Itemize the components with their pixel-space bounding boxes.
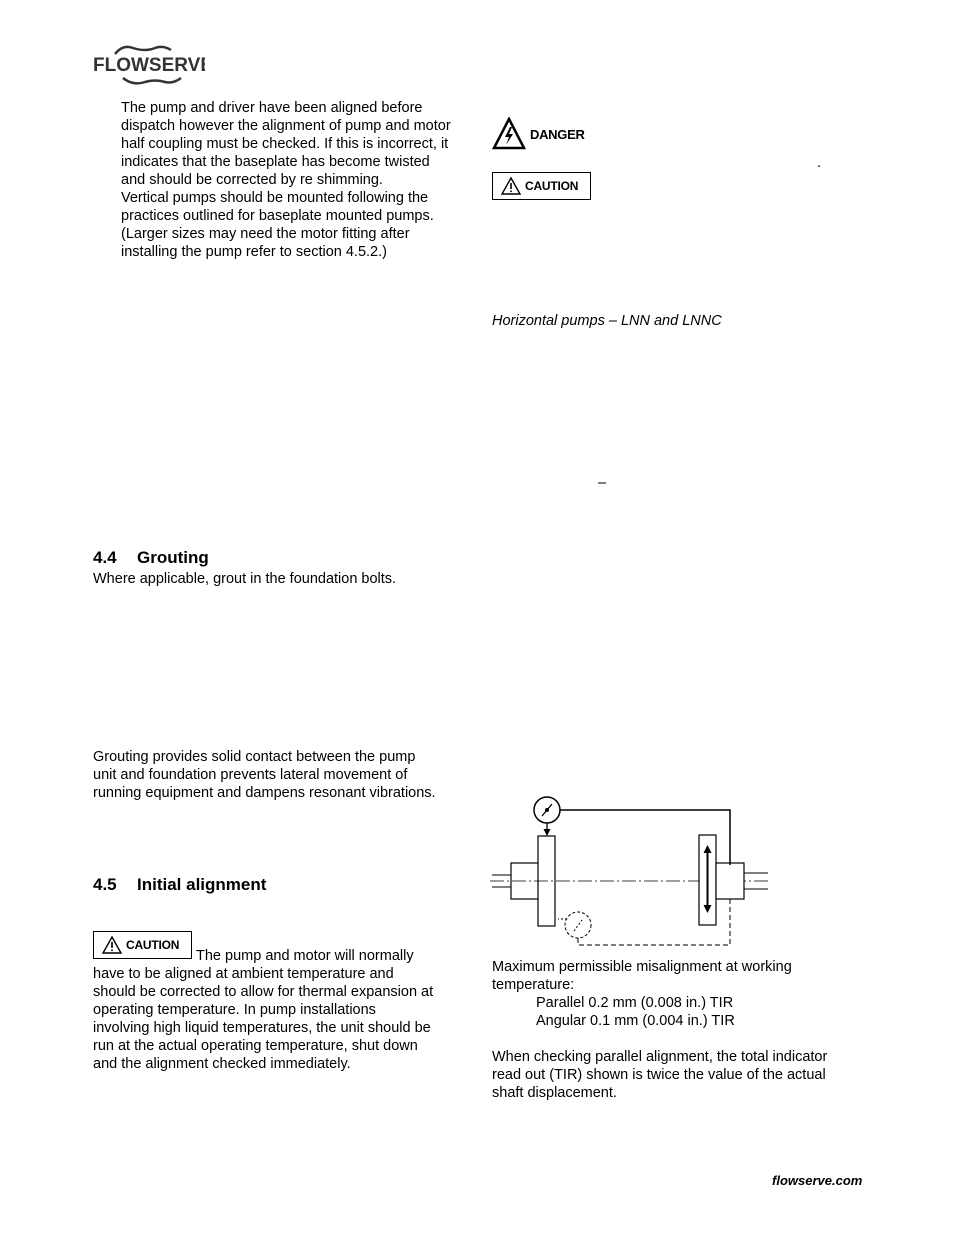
intro-line: and should be corrected by re shimming. bbox=[121, 172, 383, 188]
danger-badge bbox=[492, 117, 585, 151]
angular-tolerance: Angular 0.1 mm (0.004 in.) TIR bbox=[536, 1013, 735, 1029]
alignment-para-line: run at the actual operating temperature, shut down bbox=[93, 1038, 418, 1054]
intro-line: practices outlined for baseplate mounted pumps. bbox=[121, 208, 434, 224]
intro-line: half coupling must be checked. If this is incorrect, it bbox=[121, 136, 449, 152]
tir-line: shaft displacement. bbox=[492, 1085, 617, 1101]
intro-line: The pump and driver have been aligned before bbox=[121, 100, 423, 116]
tir-paragraph bbox=[492, 1048, 872, 1102]
caution-label: CAUTION bbox=[126, 938, 180, 952]
alignment-para-line: involving high liquid temperatures, the unit should be bbox=[93, 1020, 431, 1036]
flowserve-logo-icon bbox=[93, 44, 205, 86]
alignment-para-line: should be corrected to allow for thermal expansion at bbox=[93, 984, 434, 1000]
intro-line: installing the pump refer to section 4.5.2.) bbox=[121, 244, 387, 260]
grouting-line: Where applicable, grout in the foundation bolts. bbox=[93, 571, 397, 587]
tir-line: read out (TIR) shown is twice the value of the actual bbox=[492, 1067, 826, 1083]
alignment-para-line: and the alignment checked immediately. bbox=[93, 1056, 351, 1072]
section-number: 4.5 bbox=[93, 875, 117, 894]
danger-label: DANGER bbox=[530, 126, 585, 142]
stray-dash: – bbox=[598, 475, 607, 491]
grouting-para-line: running equipment and dampens resonant vibrations. bbox=[93, 785, 436, 801]
warning-triangle-icon bbox=[501, 177, 521, 195]
grouting-para-line: unit and foundation prevents lateral movement of bbox=[93, 767, 408, 783]
warning-triangle-icon bbox=[102, 936, 122, 954]
grouting-para-line: Grouting provides solid contact between the pump bbox=[93, 749, 416, 765]
motor-hub bbox=[716, 863, 744, 899]
alignment-paragraph bbox=[93, 965, 473, 1073]
svg-text:FLOWSERVE: FLOWSERVE bbox=[93, 55, 205, 76]
parallel-tolerance: Parallel 0.2 mm (0.008 in.) TIR bbox=[536, 995, 734, 1011]
dial-gauge-alt-position bbox=[565, 912, 591, 938]
grouting-paragraph bbox=[93, 748, 473, 802]
alignment-diagram bbox=[490, 795, 772, 950]
alignment-first-line: The pump and motor will normally bbox=[196, 948, 414, 964]
section-title: Grouting bbox=[137, 548, 209, 567]
alignment-para-line: have to be aligned at ambient temperature and bbox=[93, 966, 394, 982]
horizontal-pumps-heading: Horizontal pumps – LNN and LNNC bbox=[492, 313, 722, 329]
tir-line: When checking parallel alignment, the total indicator bbox=[492, 1049, 828, 1065]
coupling-alignment-diagram bbox=[490, 795, 772, 950]
footer-website: flowserve.com bbox=[772, 1173, 863, 1188]
caution-label: CAUTION bbox=[525, 179, 579, 193]
misalignment-line: temperature: bbox=[492, 977, 575, 993]
intro-line: dispatch however the alignment of pump and motor bbox=[121, 118, 451, 134]
misalignment-line: Maximum permissible misalignment at working bbox=[492, 959, 792, 975]
intro-line: (Larger sizes may need the motor fitting after bbox=[121, 226, 410, 242]
stray-dot: . bbox=[817, 155, 822, 171]
section-heading-grouting bbox=[93, 548, 209, 568]
flowserve-logo bbox=[93, 44, 205, 86]
section-title: Initial alignment bbox=[137, 875, 267, 894]
section-number: 4.4 bbox=[93, 548, 117, 567]
caution-badge bbox=[492, 172, 591, 200]
caution-badge bbox=[93, 931, 192, 959]
electrical-hazard-icon bbox=[492, 117, 526, 151]
intro-text bbox=[121, 99, 471, 261]
misalignment-text bbox=[492, 958, 872, 1030]
intro-line: indicates that the baseplate has become twisted bbox=[121, 154, 430, 170]
intro-line: Vertical pumps should be mounted following the bbox=[121, 190, 429, 206]
section-heading-alignment bbox=[93, 875, 266, 895]
alignment-para-line: operating temperature. In pump installations bbox=[93, 1002, 376, 1018]
